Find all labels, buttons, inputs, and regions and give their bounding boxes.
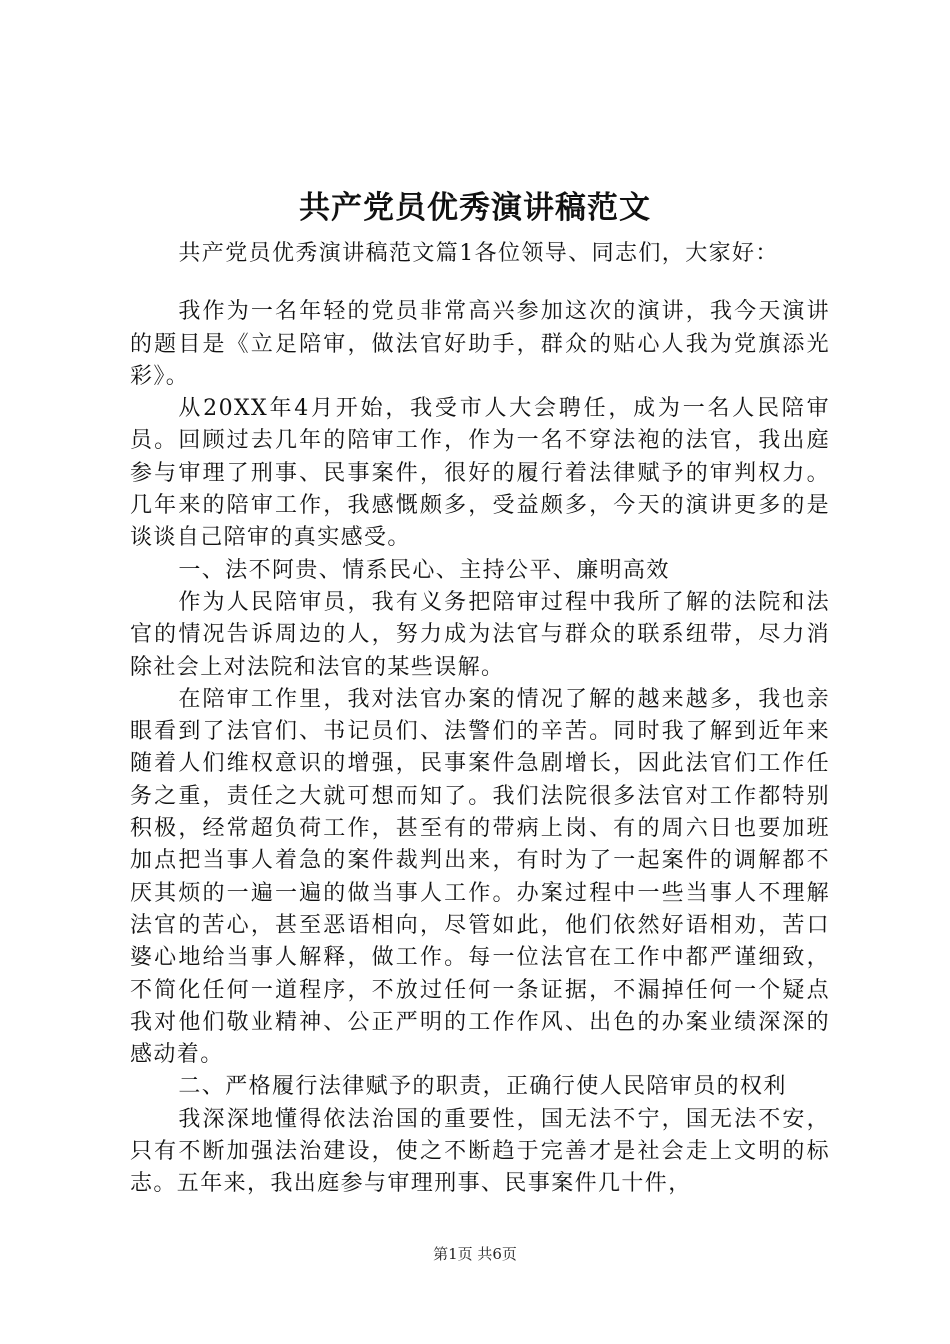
- paragraph-duty: 作为人民陪审员，我有义务把陪审过程中我所了解的法院和法官的情况告诉周边的人，努力成为法官与群众的联系纽带，尽力消除社会上对法院和法官的某些误解。: [130, 589, 830, 680]
- paragraph-observation: 在陪审工作里，我对法官办案的情况了解的越来越多，我也亲眼看到了法官们、书记员们、法警们的辛苦。同时我了解到近年来随着人们维权意识的增强，民事案件急剧增长，因此法官们工作任务之重，责任之大就可想而知了。我们法院很多法官对工作都特别积极，经常超负荷工作，甚至有的带病上岗、有的周六日也要加班加点把当事人着急的案件裁判出来，有时为了一起案件的调解都不厌其烦的一遍一遍的做当事人工作。办案过程中一些当事人不理解法官的苦心，甚至恶语相向，尽管如此，他们依然好语相劝，苦口婆心地给当事人解释，做工作。每一位法官在工作中都严谨细致，不简化任何一道程序，不放过任何一条证据，不漏掉任何一个疑点我对他们敬业精神、公正严明的工作作风、出色的办案业绩深深的感动着。: [130, 686, 830, 1068]
- section-heading-1: 一、法不阿贵、情系民心、主持公平、廉明高效: [178, 557, 670, 583]
- paragraph-greeting: 共产党员优秀演讲稿范文篇1各位领导、同志们，大家好：: [178, 241, 779, 266]
- paragraph-intro: 我作为一名年轻的党员非常高兴参加这次的演讲，我今天演讲的题目是《立足陪审，做法官好助手，群众的贴心人我为党旗添光彩》。: [130, 299, 830, 389]
- paragraph-rule-of-law: 我深深地懂得依法治国的重要性，国无法不宁，国无法不安，只有不断加强法治建设，使之不断趋于完善才是社会走上文明的标志。五年来，我出庭参与审理刑事、民事案件几十件，: [130, 1106, 830, 1197]
- document-body: [130, 238, 830, 1201]
- page-footer: 第1页 共6页: [433, 1245, 517, 1263]
- section-heading-2: 二、严格履行法律赋予的职责，正确行使人民陪审员的权利: [178, 1074, 787, 1100]
- paragraph-background: 从20XX年4月开始，我受市人大会聘任，成为一名人民陪审员。回顾过去几年的陪审工作，作为一名不穿法袍的法官，我出庭参与审理了刑事、民事案件，很好的履行着法律赋予的审判权力。几年来的陪审工作，我感慨颇多，受益颇多，今天的演讲更多的是谈谈自己陪审的真实感受。: [130, 396, 830, 551]
- document-title: 共产党员优秀演讲稿范文: [299, 190, 651, 226]
